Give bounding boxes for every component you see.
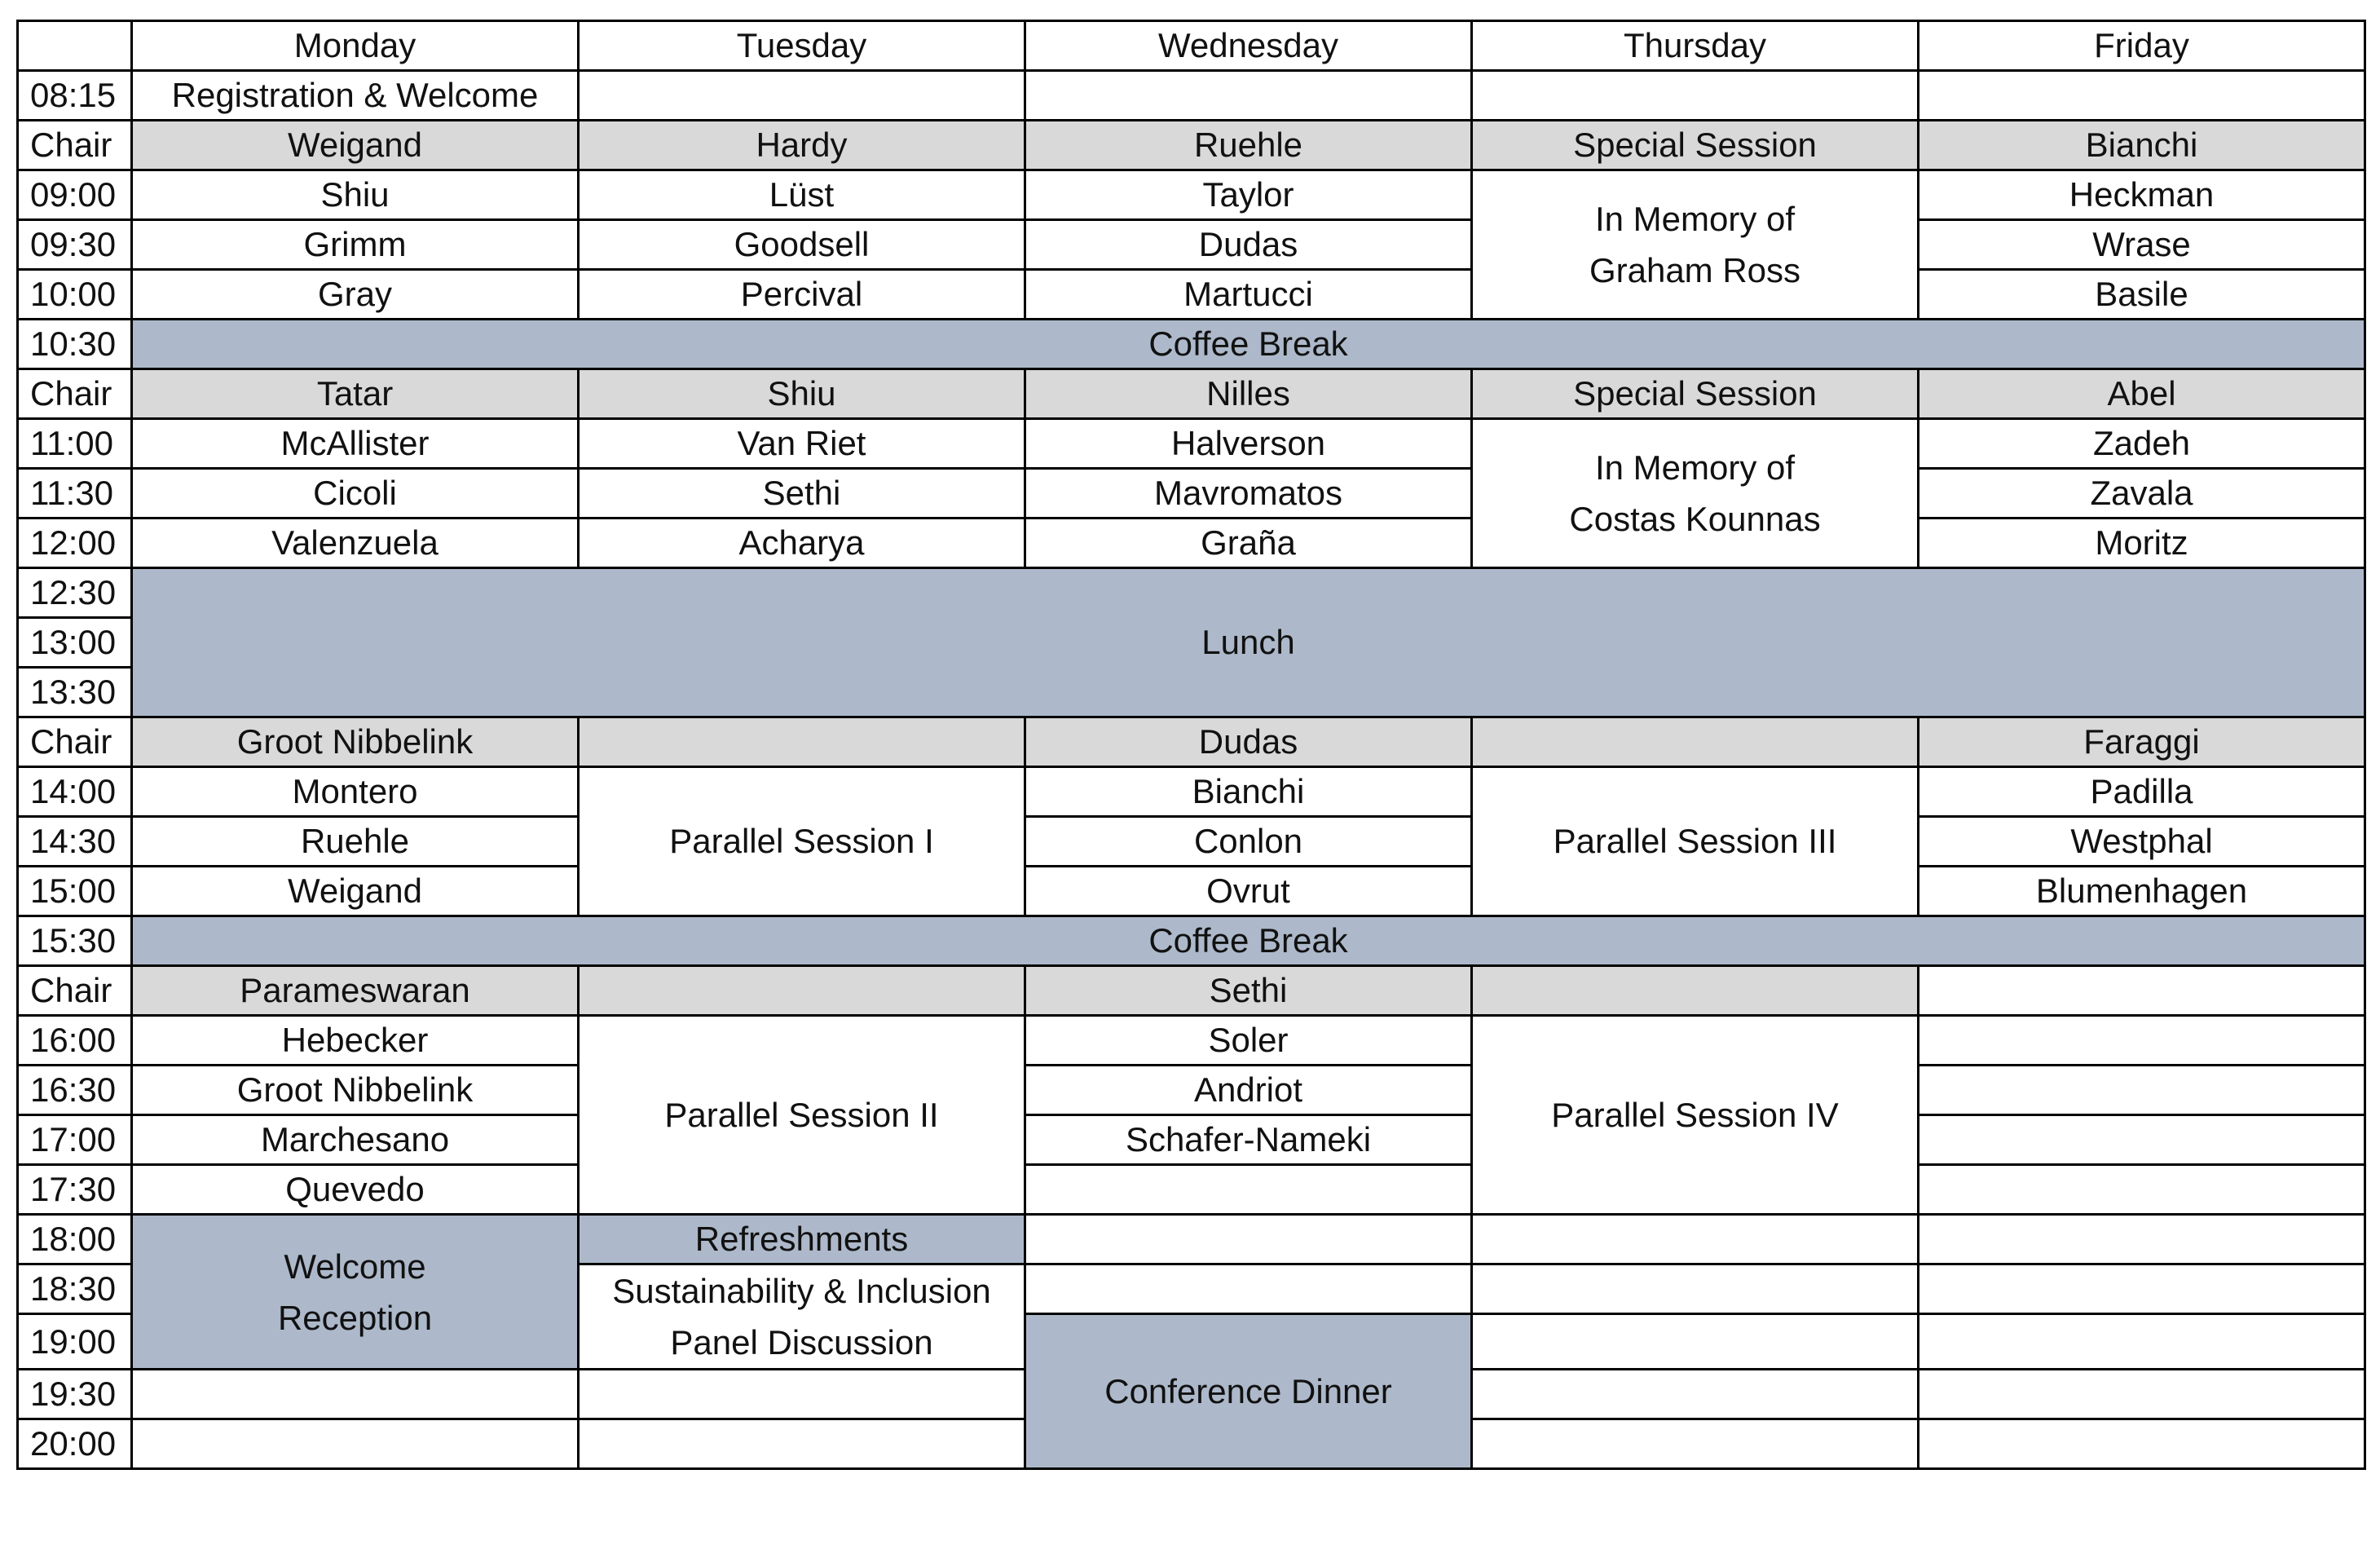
chair-row xyxy=(18,121,2365,170)
talk-cell: Soler xyxy=(1025,1016,1472,1066)
time-label: 14:00 xyxy=(18,767,132,817)
talk-cell: Valenzuela xyxy=(132,519,579,568)
chair-monday: Parameswaran xyxy=(132,966,579,1016)
time-label: 10:00 xyxy=(18,270,132,320)
talk-cell: Taylor xyxy=(1025,170,1472,220)
talk-cell: Graña xyxy=(1025,519,1472,568)
day-header-tuesday: Tuesday xyxy=(579,21,1025,71)
empty-cell xyxy=(1472,1419,1919,1469)
talk-cell: Bianchi xyxy=(1025,767,1472,817)
talk-cell: Martucci xyxy=(1025,270,1472,320)
chair-label: Chair xyxy=(18,369,132,419)
talk-cell: Marchesano xyxy=(132,1115,579,1165)
empty-cell xyxy=(579,1419,1025,1469)
chair-row xyxy=(18,966,2365,1016)
conference-dinner-cell: Conference Dinner xyxy=(1025,1314,1472,1469)
welcome-reception-cell xyxy=(132,1215,579,1370)
talk-cell: Van Riet xyxy=(579,419,1025,469)
empty-cell xyxy=(132,1370,579,1419)
chair-wednesday: Nilles xyxy=(1025,369,1472,419)
time-label: 12:30 xyxy=(18,568,132,618)
empty-cell xyxy=(1919,966,2365,1016)
table-row xyxy=(18,1165,2365,1215)
empty-cell xyxy=(1472,1215,1919,1264)
memorial-line: In Memory of xyxy=(1594,200,1796,238)
empty-cell xyxy=(1919,1066,2365,1115)
table-row xyxy=(18,867,2365,916)
empty-cell xyxy=(1919,1115,2365,1165)
time-label: 16:30 xyxy=(18,1066,132,1115)
talk-cell: Quevedo xyxy=(132,1165,579,1215)
table-row xyxy=(18,469,2365,519)
talk-cell: Acharya xyxy=(579,519,1025,568)
chair-row xyxy=(18,369,2365,419)
chair-label: Chair xyxy=(18,966,132,1016)
empty-cell xyxy=(1472,1370,1919,1419)
break-row xyxy=(18,320,2365,369)
table-row xyxy=(18,1115,2365,1165)
time-label: 14:30 xyxy=(18,817,132,867)
chair-thursday xyxy=(1472,717,1919,767)
lunch-cell: Lunch xyxy=(132,568,2365,717)
table-row xyxy=(18,817,2365,867)
chair-friday: Bianchi xyxy=(1919,121,2365,170)
table-row xyxy=(18,1066,2365,1115)
table-row xyxy=(18,767,2365,817)
table-row xyxy=(18,220,2365,270)
talk-cell: Ovrut xyxy=(1025,867,1472,916)
talk-cell: Wrase xyxy=(1919,220,2365,270)
talk-cell: Schafer-Nameki xyxy=(1025,1115,1472,1165)
empty-cell xyxy=(1025,1264,1472,1314)
time-label: 11:00 xyxy=(18,419,132,469)
empty-cell xyxy=(1919,1016,2365,1066)
time-label: 19:30 xyxy=(18,1370,132,1419)
panel-discussion-cell xyxy=(579,1264,1025,1370)
time-label: 10:30 xyxy=(18,320,132,369)
talk-cell: Zadeh xyxy=(1919,419,2365,469)
talk-cell: McAllister xyxy=(132,419,579,469)
welcome-reception-line: Welcome xyxy=(284,1247,426,1286)
talk-cell: Hebecker xyxy=(132,1016,579,1066)
welcome-reception-line: Reception xyxy=(277,1298,433,1337)
empty-cell xyxy=(1919,1370,2365,1419)
time-label: 09:00 xyxy=(18,170,132,220)
talk-cell: Cicoli xyxy=(132,469,579,519)
table-row xyxy=(18,1215,2365,1264)
empty-cell xyxy=(1919,1165,2365,1215)
parallel-session-cell: Parallel Session II xyxy=(579,1016,1025,1215)
talk-cell: Andriot xyxy=(1025,1066,1472,1115)
talk-cell: Conlon xyxy=(1025,817,1472,867)
registration-cell: Registration & Welcome xyxy=(132,71,579,121)
empty-cell xyxy=(1025,1165,1472,1215)
chair-monday: Groot Nibbelink xyxy=(132,717,579,767)
memorial-line: In Memory of xyxy=(1594,448,1796,487)
empty-cell xyxy=(1472,71,1919,121)
chair-friday: Faraggi xyxy=(1919,717,2365,767)
time-label: 16:00 xyxy=(18,1016,132,1066)
talk-cell: Westphal xyxy=(1919,817,2365,867)
coffee-break-cell: Coffee Break xyxy=(132,916,2365,966)
empty-cell xyxy=(579,71,1025,121)
empty-cell xyxy=(1472,1264,1919,1314)
empty-cell xyxy=(1919,1314,2365,1370)
day-header-thursday: Thursday xyxy=(1472,21,1919,71)
parallel-session-cell: Parallel Session I xyxy=(579,767,1025,916)
talk-cell: Gray xyxy=(132,270,579,320)
talk-cell: Montero xyxy=(132,767,579,817)
table-row xyxy=(18,519,2365,568)
panel-discussion-line: Sustainability & Inclusion xyxy=(612,1272,991,1310)
empty-cell xyxy=(579,1370,1025,1419)
chair-thursday: Special Session xyxy=(1472,121,1919,170)
empty-cell xyxy=(1919,1264,2365,1314)
memorial-session-cell xyxy=(1472,419,1919,568)
parallel-session-cell: Parallel Session III xyxy=(1472,767,1919,916)
talk-cell: Padilla xyxy=(1919,767,2365,817)
talk-cell: Blumenhagen xyxy=(1919,867,2365,916)
header-row xyxy=(18,21,2365,71)
time-label: 18:30 xyxy=(18,1264,132,1314)
chair-tuesday xyxy=(579,717,1025,767)
talk-cell: Halverson xyxy=(1025,419,1472,469)
table-row xyxy=(18,71,2365,121)
refreshments-cell: Refreshments xyxy=(579,1215,1025,1264)
chair-tuesday: Hardy xyxy=(579,121,1025,170)
time-label: 13:30 xyxy=(18,668,132,717)
time-label: 12:00 xyxy=(18,519,132,568)
empty-cell xyxy=(1025,71,1472,121)
talk-cell: Goodsell xyxy=(579,220,1025,270)
day-header-monday: Monday xyxy=(132,21,579,71)
time-label: 19:00 xyxy=(18,1314,132,1370)
memorial-line: Costas Kounnas xyxy=(1569,500,1821,538)
talk-cell: Zavala xyxy=(1919,469,2365,519)
break-row xyxy=(18,916,2365,966)
talk-cell: Shiu xyxy=(132,170,579,220)
chair-monday: Weigand xyxy=(132,121,579,170)
empty-cell xyxy=(1919,71,2365,121)
coffee-break-cell: Coffee Break xyxy=(132,320,2365,369)
talk-cell: Percival xyxy=(579,270,1025,320)
table-row xyxy=(18,170,2365,220)
time-label: 17:00 xyxy=(18,1115,132,1165)
chair-row xyxy=(18,717,2365,767)
talk-cell: Heckman xyxy=(1919,170,2365,220)
talk-cell: Weigand xyxy=(132,867,579,916)
empty-cell xyxy=(1919,1419,2365,1469)
chair-thursday xyxy=(1472,966,1919,1016)
chair-monday: Tatar xyxy=(132,369,579,419)
talk-cell: Sethi xyxy=(579,469,1025,519)
time-label: 18:00 xyxy=(18,1215,132,1264)
talk-cell: Moritz xyxy=(1919,519,2365,568)
memorial-line: Graham Ross xyxy=(1589,251,1801,289)
empty-cell xyxy=(132,1419,579,1469)
schedule-table xyxy=(16,20,2366,1470)
time-label: 11:30 xyxy=(18,469,132,519)
chair-friday: Abel xyxy=(1919,369,2365,419)
break-row xyxy=(18,568,2365,618)
day-header-wednesday: Wednesday xyxy=(1025,21,1472,71)
empty-cell xyxy=(1472,1314,1919,1370)
chair-wednesday: Ruehle xyxy=(1025,121,1472,170)
talk-cell: Groot Nibbelink xyxy=(132,1066,579,1115)
empty-cell xyxy=(1919,1215,2365,1264)
memorial-session-cell xyxy=(1472,170,1919,320)
chair-tuesday xyxy=(579,966,1025,1016)
time-label: 15:30 xyxy=(18,916,132,966)
talk-cell: Mavromatos xyxy=(1025,469,1472,519)
chair-thursday: Special Session xyxy=(1472,369,1919,419)
chair-tuesday: Shiu xyxy=(579,369,1025,419)
talk-cell: Dudas xyxy=(1025,220,1472,270)
talk-cell: Grimm xyxy=(132,220,579,270)
day-header-friday: Friday xyxy=(1919,21,2365,71)
table-row xyxy=(18,270,2365,320)
table-row xyxy=(18,419,2365,469)
talk-cell: Basile xyxy=(1919,270,2365,320)
chair-label: Chair xyxy=(18,717,132,767)
time-label: 15:00 xyxy=(18,867,132,916)
panel-discussion-line: Panel Discussion xyxy=(670,1323,933,1361)
talk-cell: Ruehle xyxy=(132,817,579,867)
time-label: 20:00 xyxy=(18,1419,132,1469)
parallel-session-cell: Parallel Session IV xyxy=(1472,1016,1919,1215)
chair-wednesday: Sethi xyxy=(1025,966,1472,1016)
corner-cell xyxy=(18,21,132,71)
time-label: 08:15 xyxy=(18,71,132,121)
time-label: 09:30 xyxy=(18,220,132,270)
time-label: 17:30 xyxy=(18,1165,132,1215)
empty-cell xyxy=(1025,1215,1472,1264)
talk-cell: Lüst xyxy=(579,170,1025,220)
time-label: 13:00 xyxy=(18,618,132,668)
chair-label: Chair xyxy=(18,121,132,170)
chair-wednesday: Dudas xyxy=(1025,717,1472,767)
table-row xyxy=(18,1016,2365,1066)
